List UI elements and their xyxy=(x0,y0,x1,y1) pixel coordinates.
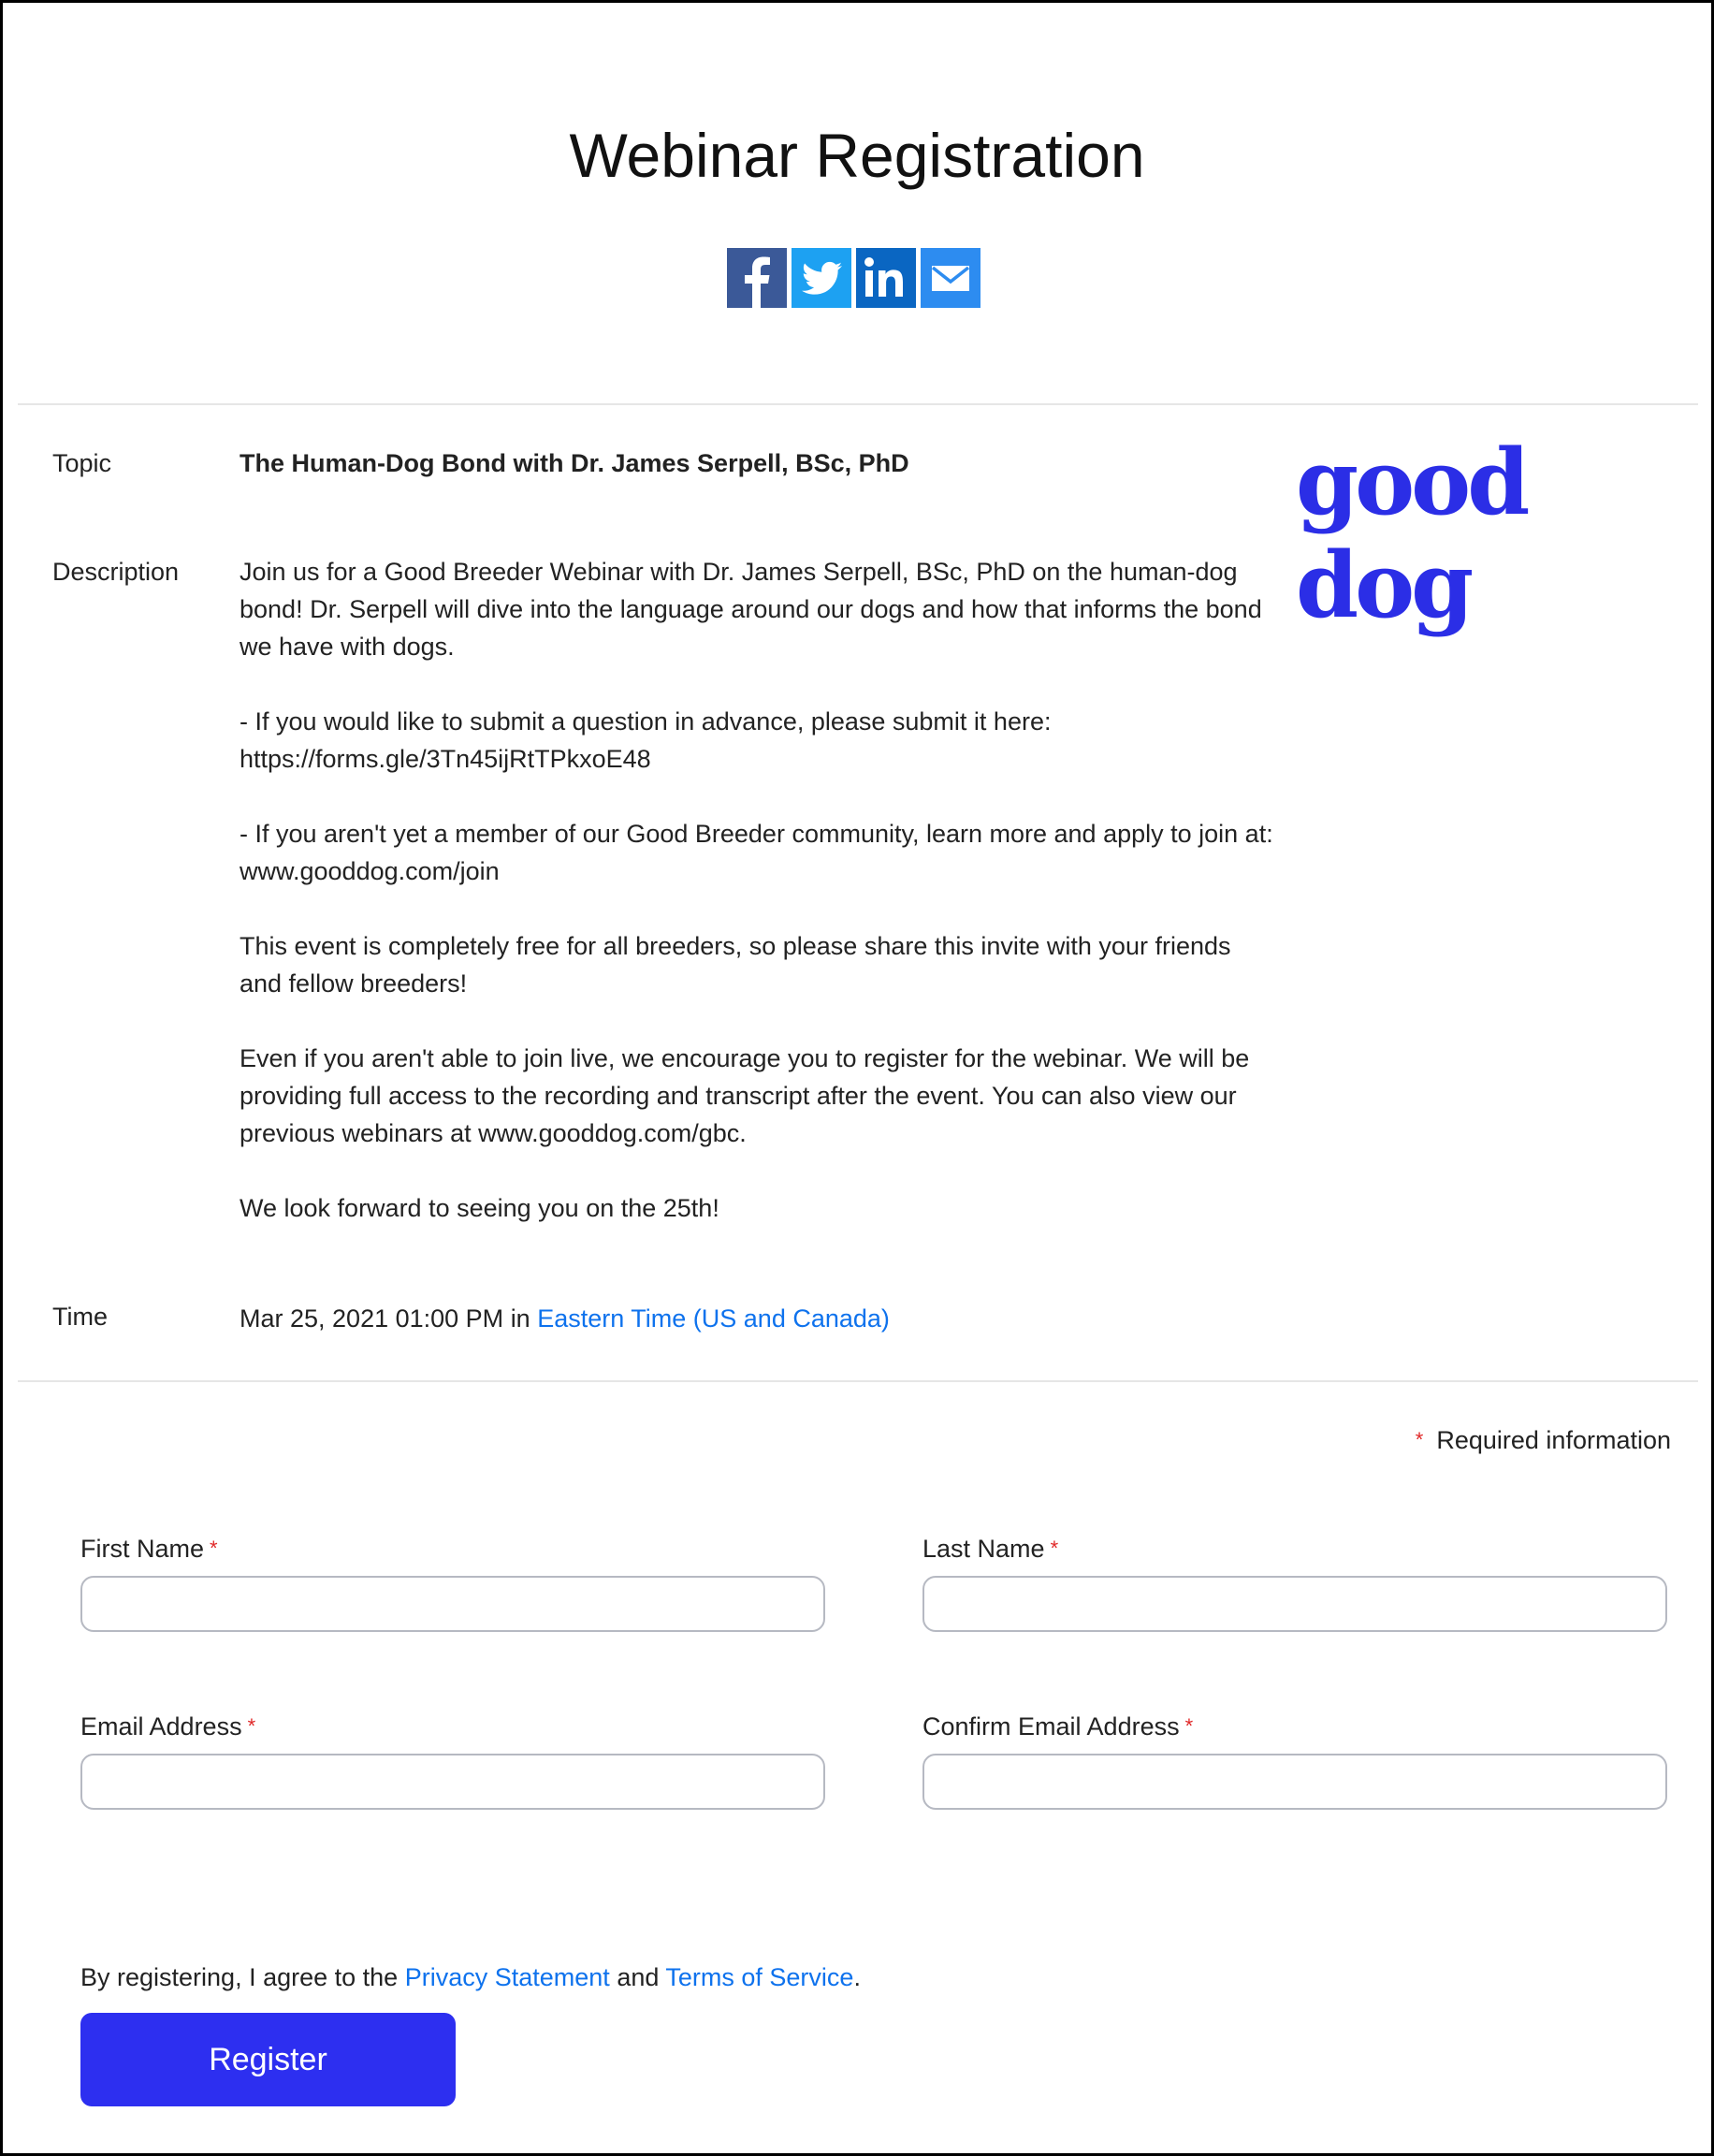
twitter-share-button[interactable] xyxy=(792,248,851,308)
email-input[interactable] xyxy=(80,1754,825,1810)
description-paragraph: - If you would like to submit a question in advance, please submit it here: https://forms.gle/3Tn45ijRtTPkxoE48 xyxy=(240,707,1052,773)
email-icon xyxy=(921,248,980,308)
privacy-statement-link[interactable]: Privacy Statement xyxy=(404,1963,610,1991)
time-label: Time xyxy=(52,1303,108,1331)
time-value: Mar 25, 2021 01:00 PM xyxy=(240,1304,504,1333)
description-value xyxy=(240,553,1278,1227)
agreement-and: and xyxy=(617,1963,660,1991)
share-buttons xyxy=(727,248,980,310)
time-value-row xyxy=(240,1300,1278,1337)
register-button[interactable]: Register xyxy=(80,2013,456,2106)
twitter-icon xyxy=(792,248,851,308)
required-info-text: Required information xyxy=(1436,1426,1671,1454)
description-label: Description xyxy=(52,558,180,586)
description-paragraph: We look forward to seeing you on the 25th! xyxy=(240,1194,719,1222)
page-title: Webinar Registration xyxy=(569,121,1145,190)
first-name-label xyxy=(80,1530,218,1567)
required-asterisk: * xyxy=(1050,1537,1059,1560)
email-share-button[interactable] xyxy=(921,248,980,308)
facebook-icon xyxy=(727,248,787,308)
confirm-email-label-text: Confirm Email Address xyxy=(922,1712,1180,1741)
agreement-text xyxy=(80,1959,861,1996)
email-label xyxy=(80,1708,255,1745)
required-asterisk: * xyxy=(247,1714,256,1738)
last-name-input[interactable] xyxy=(922,1576,1667,1632)
topic-label: Topic xyxy=(52,449,112,477)
description-paragraph: Join us for a Good Breeder Webinar with Dr. James Serpell, BSc, PhD on the human-dog bond! Dr. Serpell will dive into the language around our dogs and how that informs the bond we have with dogs. xyxy=(240,558,1262,661)
confirm-email-input[interactable] xyxy=(922,1754,1667,1810)
linkedin-share-button[interactable] xyxy=(856,248,916,308)
required-asterisk: * xyxy=(1415,1428,1424,1451)
required-asterisk: * xyxy=(210,1537,218,1560)
agreement-suffix: . xyxy=(853,1963,861,1991)
facebook-share-button[interactable] xyxy=(727,248,787,308)
last-name-label xyxy=(922,1530,1058,1567)
linkedin-icon xyxy=(856,248,916,308)
timezone-link[interactable]: Eastern Time (US and Canada) xyxy=(537,1304,890,1333)
description-paragraph: Even if you aren't able to join live, we encourage you to register for the webinar. We will be providing full access to the recording and transcript after the event. You can also view our previous webinars at www.gooddog.com/gbc. xyxy=(240,1044,1250,1147)
confirm-email-label xyxy=(922,1708,1193,1745)
topic-value: The Human-Dog Bond with Dr. James Serpell, BSc, PhD xyxy=(240,449,909,477)
description-paragraph: - If you aren't yet a member of our Good Breeder community, learn more and apply to join at: www.gooddog.com/join xyxy=(240,820,1273,885)
terms-of-service-link[interactable]: Terms of Service xyxy=(665,1963,854,1991)
time-in-text: in xyxy=(510,1304,530,1333)
email-label-text: Email Address xyxy=(80,1712,242,1741)
required-asterisk: * xyxy=(1184,1714,1194,1738)
description-paragraph: This event is completely free for all breeders, so please share this invite with your friends and fellow breeders! xyxy=(240,932,1231,998)
first-name-input[interactable] xyxy=(80,1576,825,1632)
details-divider xyxy=(18,1380,1698,1382)
last-name-label-text: Last Name xyxy=(922,1535,1045,1563)
header-divider xyxy=(18,403,1698,405)
first-name-label-text: First Name xyxy=(80,1535,205,1563)
required-info-note xyxy=(1416,1421,1671,1459)
agreement-prefix: By registering, I agree to the xyxy=(80,1963,399,1991)
good-dog-logo: good dog xyxy=(1296,430,1527,638)
